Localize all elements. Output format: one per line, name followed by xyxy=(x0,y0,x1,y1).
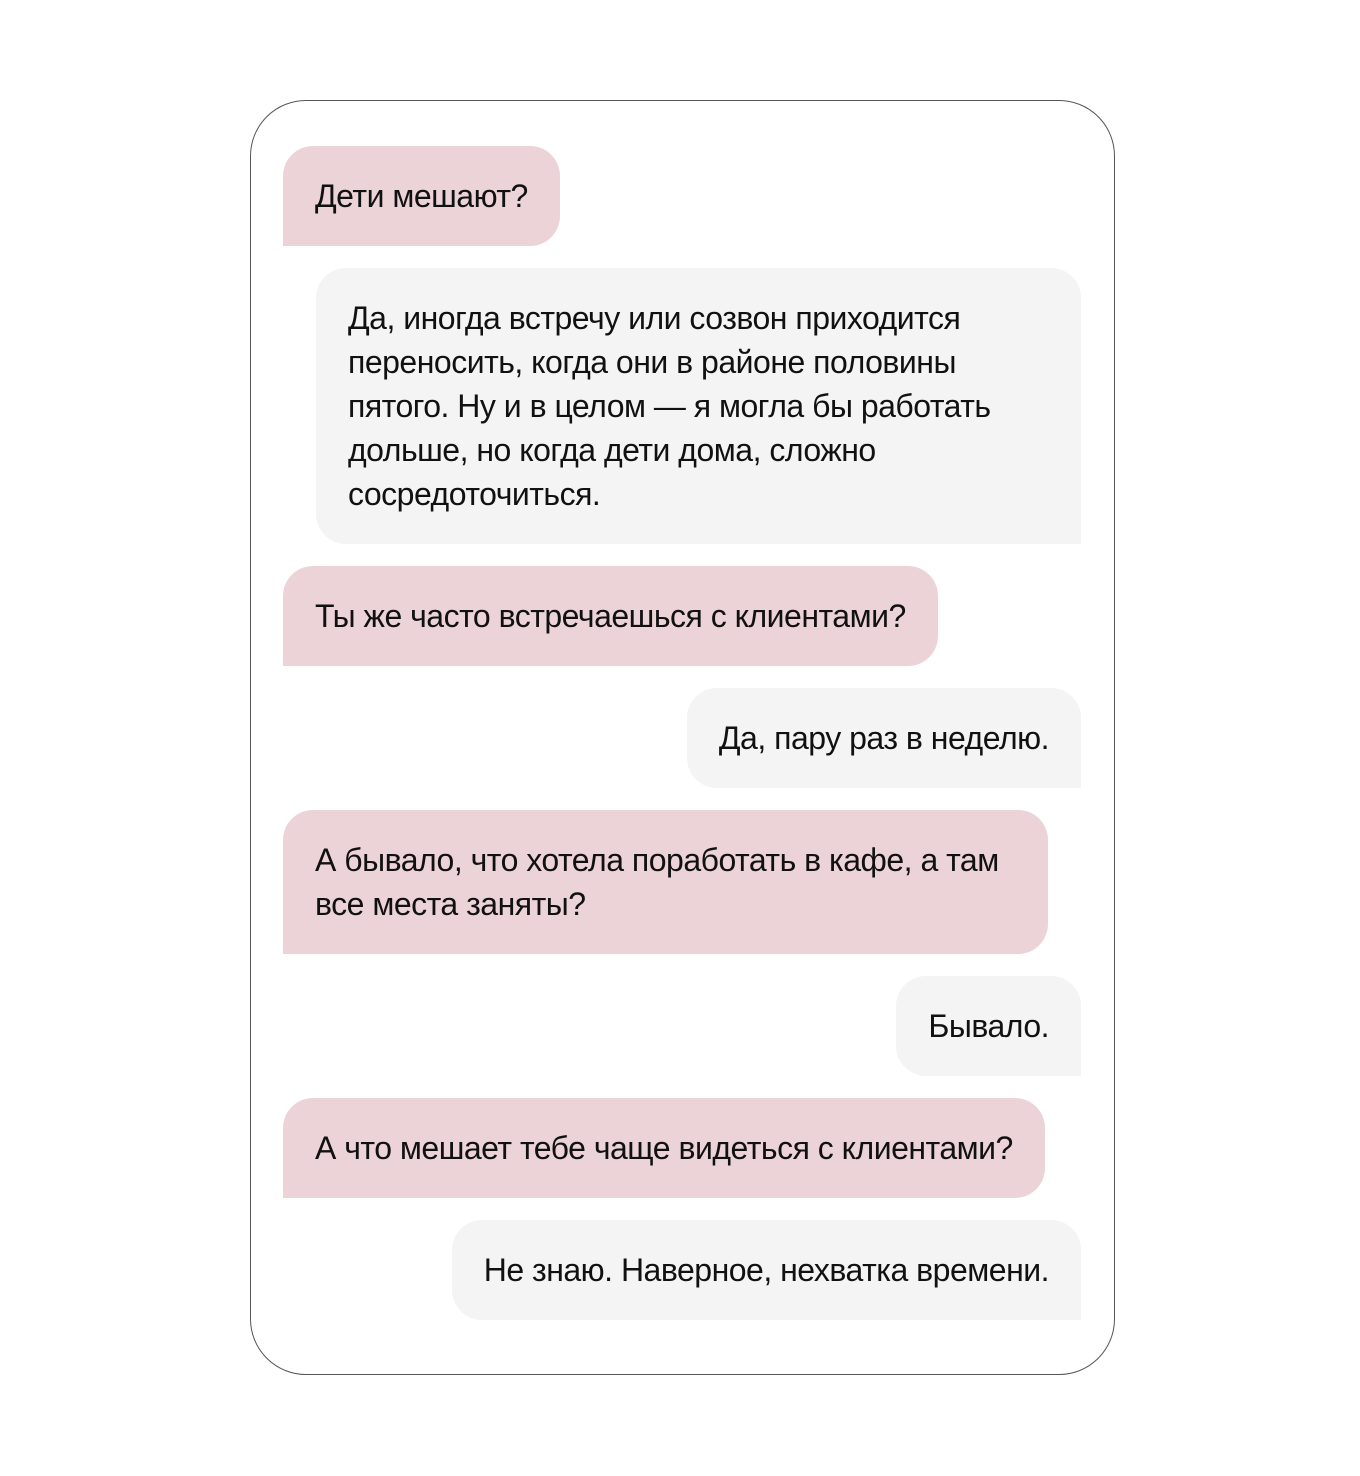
answer-bubble: Да, пару раз в неделю. xyxy=(687,688,1081,788)
question-bubble: Дети мешают? xyxy=(283,146,560,246)
question-bubble: А бывало, что хотела поработать в кафе, а там все места заняты? xyxy=(283,810,1048,954)
answer-bubble: Бывало. xyxy=(896,976,1081,1076)
answer-bubble: Да, иногда встречу или созвон приходится переносить, когда они в районе половины пятого. Ну и в целом — я могла бы работать дольше, но когда дети дома, сложно сосредоточиться. xyxy=(316,268,1081,544)
answer-bubble: Не знаю. Наверное, нехватка времени. xyxy=(452,1220,1081,1320)
question-bubble: Ты же часто встречаешься с клиентами? xyxy=(283,566,938,666)
chat-conversation xyxy=(283,146,1081,1320)
question-bubble: А что мешает тебе чаще видеться с клиентами? xyxy=(283,1098,1045,1198)
chat-card xyxy=(250,100,1115,1375)
